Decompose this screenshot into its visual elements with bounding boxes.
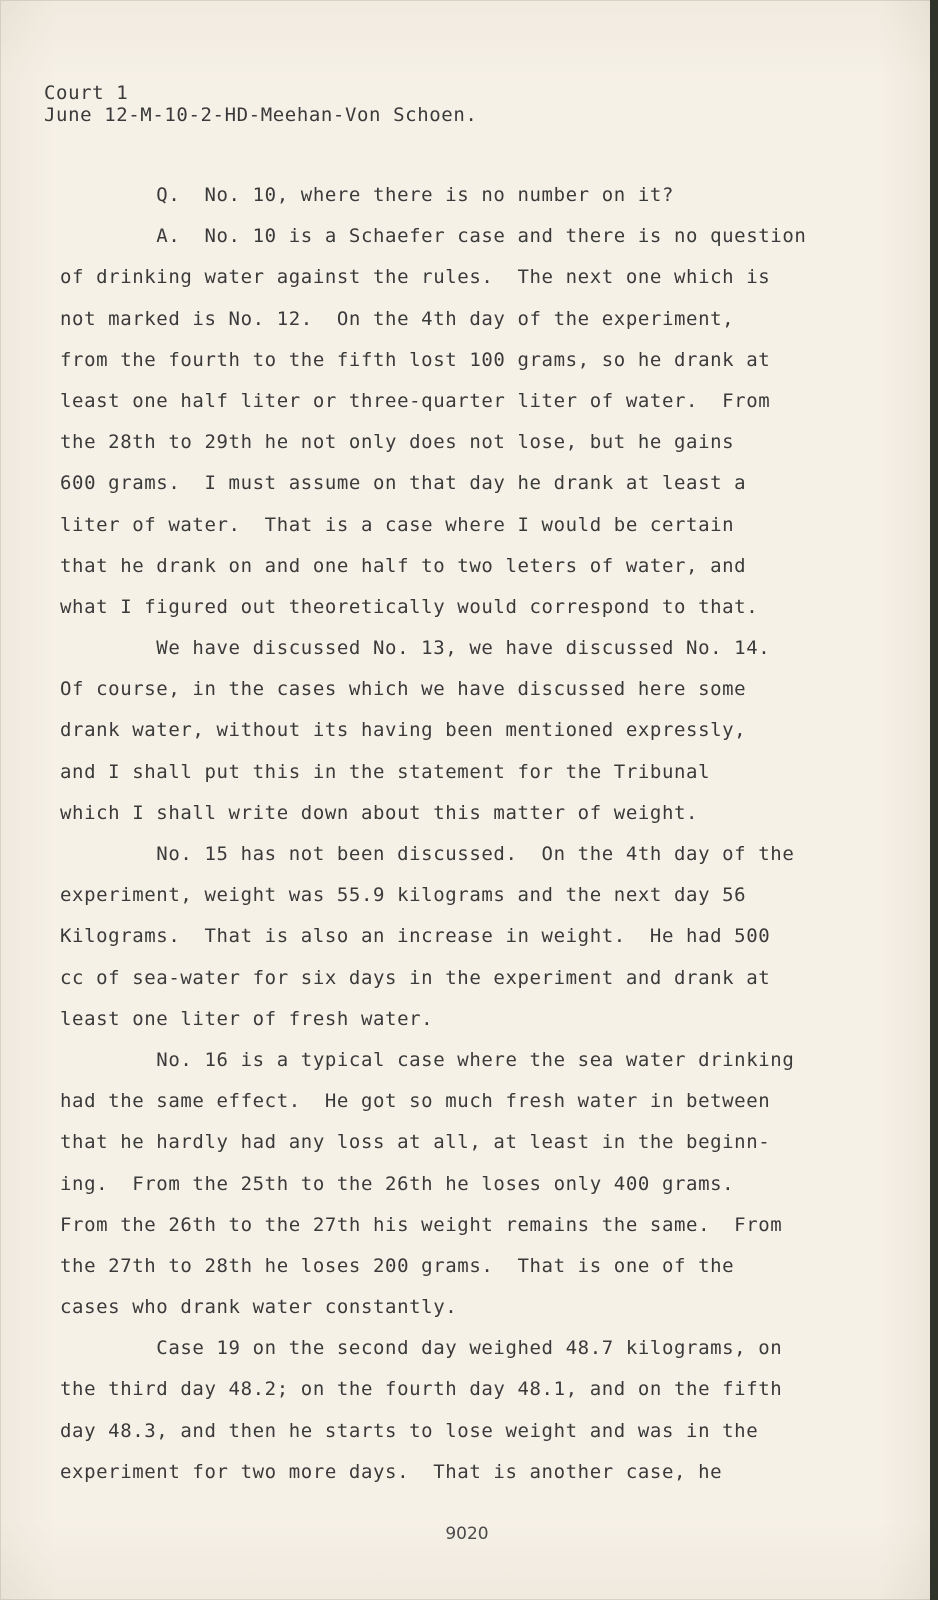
transcript-line: cases who drank water constantly. bbox=[60, 1296, 458, 1319]
header-court-line: Court 1 bbox=[44, 82, 129, 104]
document-header bbox=[44, 82, 477, 126]
transcript-line: No. 15 has not been discussed. On the 4th day of the bbox=[60, 843, 795, 865]
transcript-line: ing. From the 25th to the 26th he loses only 400 grams. bbox=[60, 1172, 735, 1195]
transcript-line: Kilograms. That is also an increase in weight. He had 500 bbox=[60, 925, 771, 948]
transcript-line: experiment for two more days. That is another case, he bbox=[60, 1460, 723, 1483]
transcript-line: from the fourth to the fifth lost 100 grams, so he drank at bbox=[60, 348, 771, 371]
transcript-line: least one half liter or three-quarter liter of water. From bbox=[60, 389, 771, 412]
transcript-line: drank water, without its having been mentioned expressly, bbox=[60, 719, 747, 742]
transcript-line: 600 grams. I must assume on that day he drank at least a bbox=[60, 472, 747, 495]
transcript-line: had the same effect. He got so much fresh water in between bbox=[60, 1090, 771, 1113]
transcript-line: that he drank on and one half to two leters of water, and bbox=[60, 554, 747, 577]
transcript-line: of drinking water against the rules. The next one which is bbox=[60, 266, 771, 289]
transcript-line: that he hardly had any loss at all, at least in the beginn- bbox=[60, 1131, 771, 1154]
transcript-line: not marked is No. 12. On the 4th day of the experiment, bbox=[60, 307, 735, 330]
transcript-line: liter of water. That is a case where I would be certain bbox=[60, 513, 735, 536]
transcript-line: day 48.3, and then he starts to lose weight and was in the bbox=[60, 1419, 759, 1442]
transcript-line: experiment, weight was 55.9 kilograms and the next day 56 bbox=[60, 884, 747, 907]
transcript-line: Q. No. 10, where there is no number on it? bbox=[60, 184, 674, 206]
transcript-line: No. 16 is a typical case where the sea water drinking bbox=[60, 1048, 795, 1071]
transcript-line: the 27th to 28th he loses 200 grams. That is one of the bbox=[60, 1254, 735, 1277]
transcript-line: the third day 48.2; on the fourth day 48.1, and on the fifth bbox=[60, 1378, 783, 1401]
transcript-line: Of course, in the cases which we have discussed here some bbox=[60, 678, 747, 701]
transcript-body bbox=[60, 175, 806, 1493]
page-edge bbox=[930, 0, 934, 1600]
transcript-line: least one liter of fresh water. bbox=[60, 1007, 434, 1030]
transcript-line: A. No. 10 is a Schaefer case and there is no question bbox=[60, 225, 807, 248]
transcript-line: what I figured out theoretically would correspond to that. bbox=[60, 595, 759, 618]
page-number: 9020 bbox=[445, 1524, 489, 1544]
header-reference-line: June 12-M-10-2-HD-Meehan-Von Schoen. bbox=[44, 104, 478, 126]
transcript-line: and I shall put this in the statement for the Tribunal bbox=[60, 760, 711, 783]
transcript-line: cc of sea-water for six days in the experiment and drank at bbox=[60, 966, 771, 989]
transcript-line: the 28th to 29th he not only does not lose, but he gains bbox=[60, 431, 735, 454]
transcript-line: From the 26th to the 27th his weight remains the same. From bbox=[60, 1213, 783, 1236]
transcript-line: which I shall write down about this matter of weight. bbox=[60, 801, 699, 824]
transcript-line: We have discussed No. 13, we have discussed No. 14. bbox=[60, 637, 771, 660]
transcript-line: Case 19 on the second day weighed 48.7 kilograms, on bbox=[60, 1337, 783, 1360]
